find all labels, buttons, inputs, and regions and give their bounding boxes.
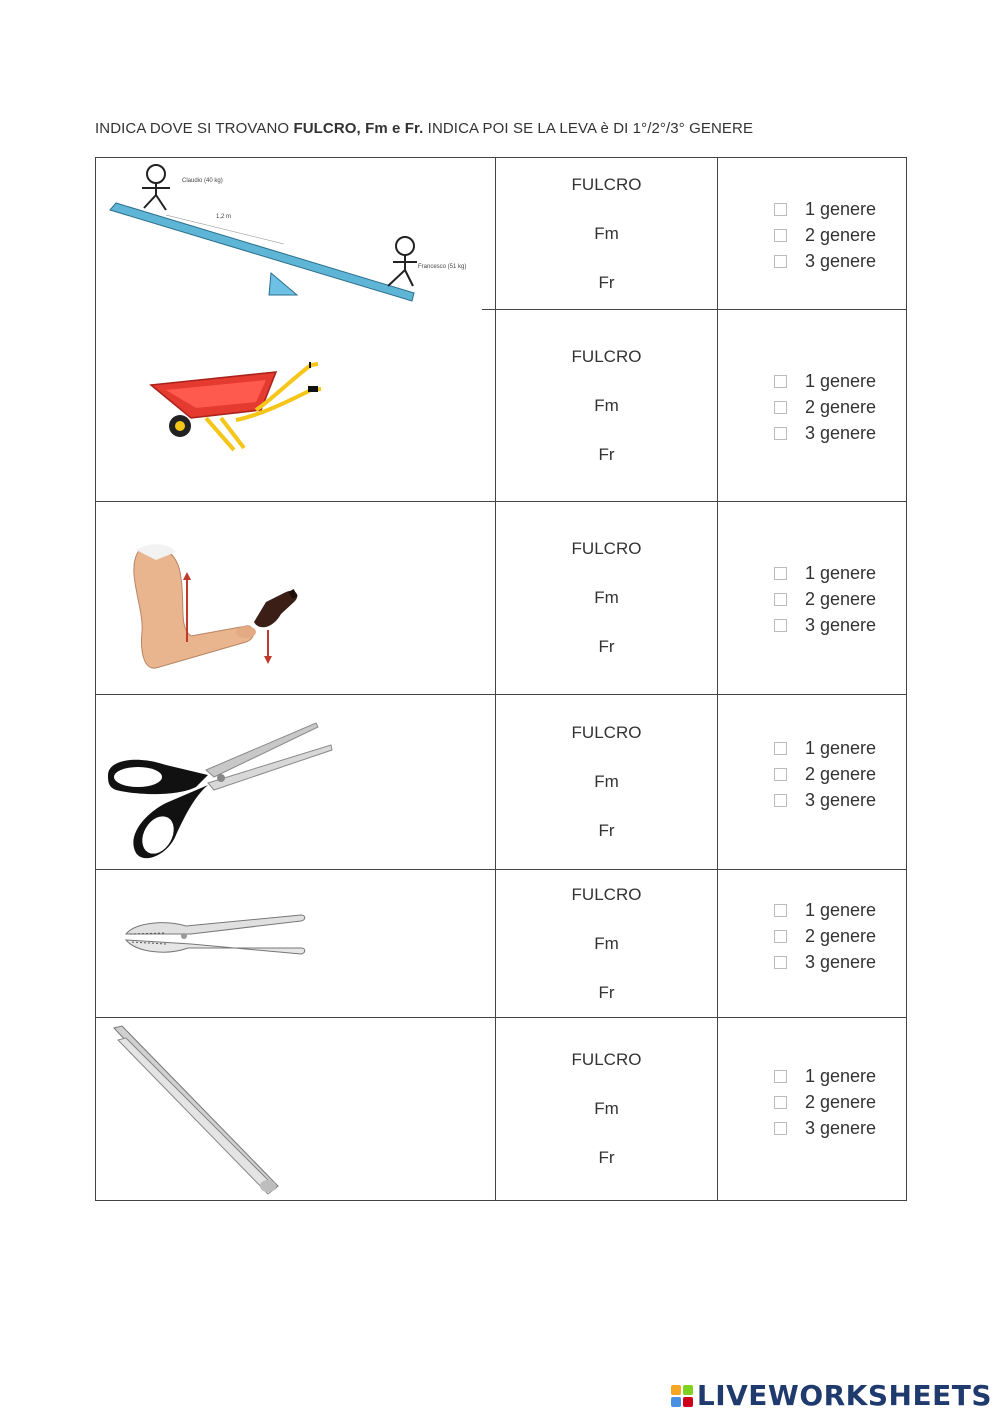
option-label: 1 genere <box>805 1065 877 1086</box>
checkbox[interactable] <box>774 427 787 440</box>
option-label: 2 genere <box>805 224 877 245</box>
option-label: 3 genere <box>805 422 877 443</box>
genere-options <box>718 310 907 502</box>
arm-cell <box>96 502 496 695</box>
option-1-genere[interactable] <box>774 735 876 761</box>
table-row <box>96 158 907 310</box>
checkbox[interactable] <box>774 956 787 969</box>
option-label: 1 genere <box>805 737 877 758</box>
fm-label: Fm <box>594 588 619 607</box>
fulcro-label: FULCRO <box>571 539 642 558</box>
checkbox[interactable] <box>774 794 787 807</box>
logo-icon <box>671 1385 693 1407</box>
fulcro-label: FULCRO <box>571 346 642 366</box>
option-3-genere[interactable] <box>774 420 876 446</box>
checkbox[interactable] <box>774 619 787 632</box>
table-row <box>96 1018 907 1201</box>
option-label: 3 genere <box>805 250 877 271</box>
option-3-genere[interactable] <box>774 612 876 638</box>
checkbox[interactable] <box>774 904 787 917</box>
instruction-title <box>95 120 753 137</box>
fulcro-label: FULCRO <box>571 884 642 904</box>
option-3-genere[interactable] <box>774 949 876 975</box>
checkbox[interactable] <box>774 567 787 580</box>
fm-label: Fm <box>594 1099 619 1118</box>
checkbox[interactable] <box>774 229 787 242</box>
table-row <box>96 502 907 695</box>
option-label: 3 genere <box>805 614 877 635</box>
genere-options <box>718 1018 907 1201</box>
fm-label: Fm <box>594 395 619 415</box>
option-label: 1 genere <box>805 562 877 583</box>
option-label: 3 genere <box>805 789 877 810</box>
fr-label: Fr <box>598 637 615 656</box>
option-label: 2 genere <box>805 925 877 946</box>
checkbox[interactable] <box>774 255 787 268</box>
force-labels <box>496 310 718 502</box>
force-labels <box>496 158 718 310</box>
checkbox[interactable] <box>774 203 787 216</box>
genere-options <box>718 870 907 1018</box>
distance-label: 1,2 m <box>216 214 232 220</box>
genere-options <box>718 695 907 870</box>
option-1-genere[interactable] <box>774 1063 876 1089</box>
checkbox[interactable] <box>774 593 787 606</box>
option-1-genere[interactable] <box>774 368 876 394</box>
table-row <box>96 870 907 1018</box>
liveworksheets-logo <box>671 1379 992 1412</box>
seesaw-image <box>96 158 495 310</box>
nutcracker-image <box>96 870 495 1018</box>
scissors-image <box>96 695 495 870</box>
option-2-genere[interactable] <box>774 222 876 248</box>
left-person-label: Claudio (40 kg) <box>182 178 223 184</box>
fr-label: Fr <box>598 821 615 840</box>
force-labels <box>496 870 718 1018</box>
wheelbarrow-cell <box>96 310 496 502</box>
option-label: 3 genere <box>805 1117 877 1138</box>
option-label: 2 genere <box>805 588 877 609</box>
fr-label: Fr <box>598 982 615 1002</box>
arm-image <box>96 502 495 695</box>
force-labels <box>496 502 718 695</box>
option-3-genere[interactable] <box>774 248 876 274</box>
option-1-genere[interactable] <box>774 897 876 923</box>
seesaw-cell <box>96 158 496 310</box>
instruction-bold-text: FULCRO, Fm e Fr. <box>293 120 424 137</box>
option-label: 3 genere <box>805 951 877 972</box>
option-label: 1 genere <box>805 198 877 219</box>
genere-options <box>718 502 907 695</box>
fr-label: Fr <box>598 272 615 292</box>
wheelbarrow-image <box>96 310 495 502</box>
fm-label: Fm <box>594 223 619 243</box>
checkbox[interactable] <box>774 768 787 781</box>
tweezers-image <box>96 1018 495 1201</box>
table-row <box>96 310 907 502</box>
option-2-genere[interactable] <box>774 1089 876 1115</box>
table-row <box>96 695 907 870</box>
checkbox[interactable] <box>774 1070 787 1083</box>
fulcro-label: FULCRO <box>571 723 642 742</box>
genere-options <box>718 158 907 310</box>
force-labels <box>496 1018 718 1201</box>
option-label: 1 genere <box>805 370 877 391</box>
fulcro-label: FULCRO <box>571 1050 642 1069</box>
option-label: 2 genere <box>805 1091 877 1112</box>
option-3-genere[interactable] <box>774 1115 876 1141</box>
option-2-genere[interactable] <box>774 923 876 949</box>
force-labels <box>496 695 718 870</box>
scissors-cell <box>96 695 496 870</box>
fr-label: Fr <box>598 444 615 464</box>
fm-label: Fm <box>594 933 619 953</box>
checkbox[interactable] <box>774 742 787 755</box>
fm-label: Fm <box>594 772 619 791</box>
option-1-genere[interactable] <box>774 560 876 586</box>
option-2-genere[interactable] <box>774 394 876 420</box>
option-1-genere[interactable] <box>774 196 876 222</box>
option-label: 2 genere <box>805 763 877 784</box>
checkbox[interactable] <box>774 375 787 388</box>
option-2-genere[interactable] <box>774 761 876 787</box>
checkbox[interactable] <box>774 930 787 943</box>
fr-label: Fr <box>598 1148 615 1167</box>
option-label: 2 genere <box>805 396 877 417</box>
instruction-text-2: INDICA POI SE LA LEVA è DI 1°/2°/3° GENERE <box>423 120 754 137</box>
fulcro-label: FULCRO <box>571 174 642 194</box>
option-3-genere[interactable] <box>774 787 876 813</box>
tweezers-cell <box>96 1018 496 1201</box>
option-2-genere[interactable] <box>774 586 876 612</box>
checkbox[interactable] <box>774 401 787 414</box>
logo-text: LIVEWORKSHEETS <box>696 1379 992 1412</box>
instruction-text: INDICA DOVE SI TROVANO <box>95 120 294 137</box>
option-label: 1 genere <box>805 899 877 920</box>
right-person-label: Francesco (51 kg) <box>418 264 467 270</box>
checkbox[interactable] <box>774 1122 787 1135</box>
checkbox[interactable] <box>774 1096 787 1109</box>
worksheet-table <box>95 157 907 1201</box>
nutcracker-cell <box>96 870 496 1018</box>
